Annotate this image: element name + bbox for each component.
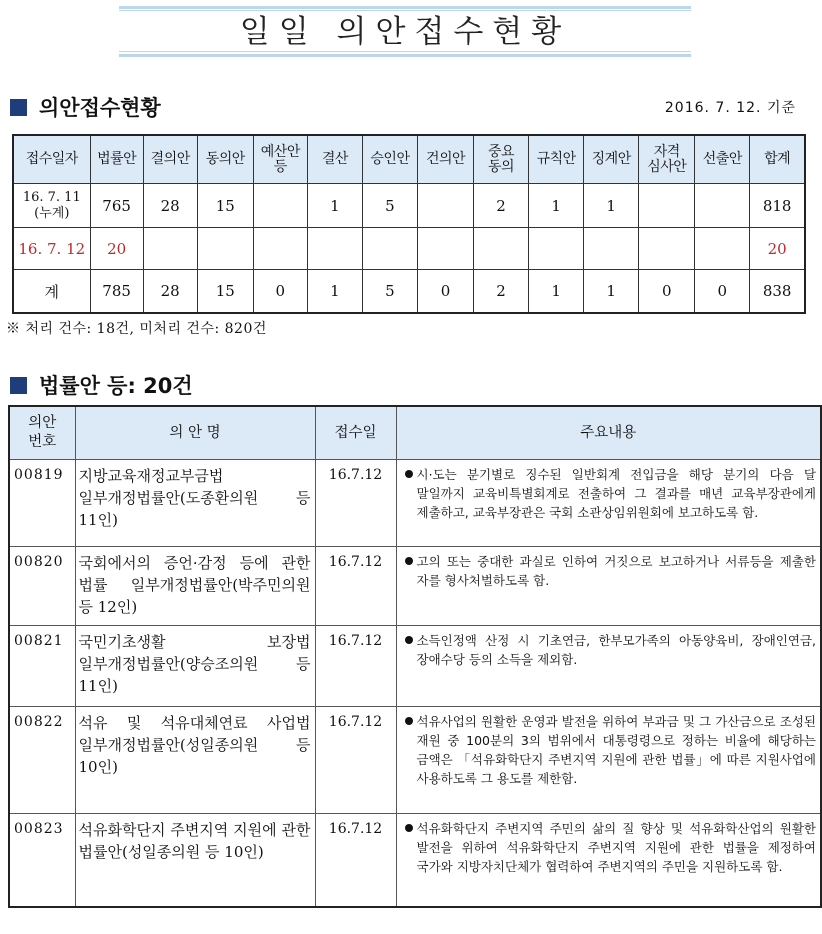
col-header-approval: 승인안 (362, 135, 417, 184)
title-rule-bottom (119, 54, 691, 57)
bills-table (8, 405, 822, 908)
cell: 28 (143, 270, 197, 314)
title-banner (119, 6, 691, 58)
page-title: 일일 의안접수현황 (239, 14, 571, 50)
cell: 5 (362, 184, 417, 228)
cell: 1 (529, 270, 584, 314)
cell (639, 184, 695, 228)
bill-content-value: 석유화학단지 주변지역 주민의 삶의 질 향상 및 석유화학산업의 원활한 발전을 위하여 석유화학단지 주변지역 지원에 관한 법률을 제정하여 국가와 지방자치단체가 협력하여 주변지역의 주민을 지원하도록 함. (416, 821, 816, 874)
cell (695, 228, 750, 270)
bill-number: 00820 (9, 547, 75, 626)
col-header-date: 접수일자 (13, 135, 90, 184)
bill-date: 16.7.12 (315, 626, 396, 707)
bill-content-text (401, 631, 817, 669)
cell: 28 (143, 184, 197, 228)
cell (474, 228, 529, 270)
bill-name: 석유 및 석유대체연료 사업법 일부개정법률안(성일종의원 등 10인) (75, 707, 315, 814)
processing-note: ※ 처리 건수: 18건, 미처리 건수: 820건 (6, 321, 267, 337)
bill-content-text (401, 819, 817, 876)
summary-heading-text: 의안접수현황 (39, 96, 161, 120)
col-header-budget-l1: 예산안 (260, 143, 300, 160)
col-header-qual-l2: 심사안 (647, 158, 687, 175)
bills-header-row (9, 406, 821, 460)
col-header-bill-name: 의 안 명 (75, 406, 315, 460)
bill-name: 석유화학단지 주변지역 지원에 관한 법률안(성일종의원 등 10인) (75, 814, 315, 908)
bill-content-value: 석유사업의 원활한 운영과 발전을 위하여 부과금 및 그 가산금으로 조성된 재원 중 100분의 3의 범위에서 대통령령으로 정하는 비율에 해당하는 금액은 「석유화학단지 주변지역 지원에 관한 법률」에 따른 지원사업에 사용하도록 그 용도를 제한함. (416, 714, 816, 786)
col-header-number-l2: 번호 (28, 434, 57, 450)
summary-row-today (13, 228, 805, 270)
cell (253, 228, 307, 270)
bills-heading-text: 법률안 등: 20건 (39, 374, 193, 398)
cell (584, 228, 639, 270)
bill-row (9, 460, 821, 547)
cell: 5 (362, 270, 417, 314)
cell: 15 (197, 270, 253, 314)
col-header-major-l1: 중요 (488, 143, 515, 160)
cell: 1 (529, 184, 584, 228)
col-header-received-date: 접수일 (315, 406, 396, 460)
square-bullet-icon (10, 377, 27, 394)
col-header-discipline: 징계안 (584, 135, 639, 184)
bill-content (396, 707, 821, 814)
summary-row-cumulative (13, 184, 805, 228)
col-header-proposal: 건의안 (417, 135, 473, 184)
col-header-qualification (639, 135, 695, 184)
square-bullet-icon (10, 99, 27, 116)
cell: 1 (584, 270, 639, 314)
bills-section-heading (10, 370, 193, 400)
bill-number: 00822 (9, 707, 75, 814)
cell: 20 (90, 228, 143, 270)
bill-row (9, 814, 821, 908)
col-header-budget-l2: 등 (273, 158, 287, 175)
cell: 0 (695, 270, 750, 314)
col-header-major-l2: 동의 (488, 158, 515, 175)
bill-content-value: 시·도는 분기별로 징수된 일반회계 전입금을 해당 분기의 다음 달 말일까지 교육비특별회계로 전출하여 그 결과를 매년 교육부장관에게 제출하고, 교육부장관은 국회 소관상임위원회에 보고하도록 함. (416, 467, 816, 520)
cell: 785 (90, 270, 143, 314)
col-header-qual-l1: 자격 (653, 143, 680, 160)
col-header-total: 합계 (750, 135, 805, 184)
cell (529, 228, 584, 270)
bill-name: 국회에서의 증언·감정 등에 관한 법률 일부개정법률안(박주민의원 등 12인) (75, 547, 315, 626)
bill-row (9, 707, 821, 814)
cell: 2 (474, 270, 529, 314)
bill-number: 00823 (9, 814, 75, 908)
bullet-icon (405, 717, 413, 725)
bill-content (396, 460, 821, 547)
bullet-icon (405, 636, 413, 644)
cell-total: 838 (750, 270, 805, 314)
row-date: 16. 7. 11 (22, 189, 81, 205)
bill-date: 16.7.12 (315, 460, 396, 547)
bill-content (396, 626, 821, 707)
cell: 1 (307, 184, 362, 228)
summary-section-heading (10, 92, 161, 122)
bill-content (396, 814, 821, 908)
row-date-sub: (누계) (34, 205, 70, 221)
bill-date: 16.7.12 (315, 814, 396, 908)
cell: 2 (474, 184, 529, 228)
bill-name: 국민기초생활 보장법 일부개정법률안(양승조의원 등 11인) (75, 626, 315, 707)
cell: 1 (584, 184, 639, 228)
cell (143, 228, 197, 270)
cell (417, 228, 473, 270)
bill-content-text (401, 552, 817, 590)
bill-name: 지방교육재정교부금법 일부개정법률안(도종환의원 등 11인) (75, 460, 315, 547)
bullet-icon (405, 557, 413, 565)
bullet-icon (405, 470, 413, 478)
cell-total: 818 (750, 184, 805, 228)
cell (695, 184, 750, 228)
cell (639, 228, 695, 270)
col-header-rules: 규칙안 (529, 135, 584, 184)
col-header-major-motion (474, 135, 529, 184)
cell: 0 (417, 270, 473, 314)
cell (307, 228, 362, 270)
col-header-bill-number (9, 406, 75, 460)
cell: 1 (307, 270, 362, 314)
bill-content (396, 547, 821, 626)
summary-header-row (13, 135, 805, 184)
bill-content-text (401, 465, 817, 522)
bill-content-value: 고의 또는 중대한 과실로 인하여 거짓으로 보고하거나 서류등을 제출한 자를 형사처벌하도록 함. (416, 554, 816, 588)
bullet-icon (405, 824, 413, 832)
summary-row-total (13, 270, 805, 314)
cell (417, 184, 473, 228)
cell (197, 228, 253, 270)
row-date-cell (13, 184, 90, 228)
col-header-number-l1: 의안 (28, 415, 57, 431)
cell: 0 (639, 270, 695, 314)
title-rule-top-thin (119, 10, 691, 11)
cell: 0 (253, 270, 307, 314)
row-date: 계 (13, 270, 90, 314)
summary-table (12, 134, 806, 314)
bill-content-value: 소득인정액 산정 시 기초연금, 한부모가족의 아동양육비, 장애인연금, 장애수당 등의 소득을 제외함. (416, 633, 816, 667)
bill-number: 00819 (9, 460, 75, 547)
cell (253, 184, 307, 228)
col-header-resolution: 결의안 (143, 135, 197, 184)
bill-date: 16.7.12 (315, 707, 396, 814)
bill-row (9, 547, 821, 626)
bill-content-text (401, 712, 817, 788)
col-header-budget (253, 135, 307, 184)
col-header-main-content: 주요내용 (396, 406, 821, 460)
title-rule-top (119, 6, 691, 9)
col-header-settlement: 결산 (307, 135, 362, 184)
cell (362, 228, 417, 270)
bill-number: 00821 (9, 626, 75, 707)
cell: 15 (197, 184, 253, 228)
col-header-consent: 동의안 (197, 135, 253, 184)
date-reference: 2016. 7. 12. 기준 (664, 100, 796, 116)
cell-total: 20 (750, 228, 805, 270)
row-date: 16. 7. 12 (13, 228, 90, 270)
bill-date: 16.7.12 (315, 547, 396, 626)
cell: 765 (90, 184, 143, 228)
title-rule-bottom-thin (119, 51, 691, 52)
bill-row (9, 626, 821, 707)
col-header-bill: 법률안 (90, 135, 143, 184)
col-header-election: 선출안 (695, 135, 750, 184)
